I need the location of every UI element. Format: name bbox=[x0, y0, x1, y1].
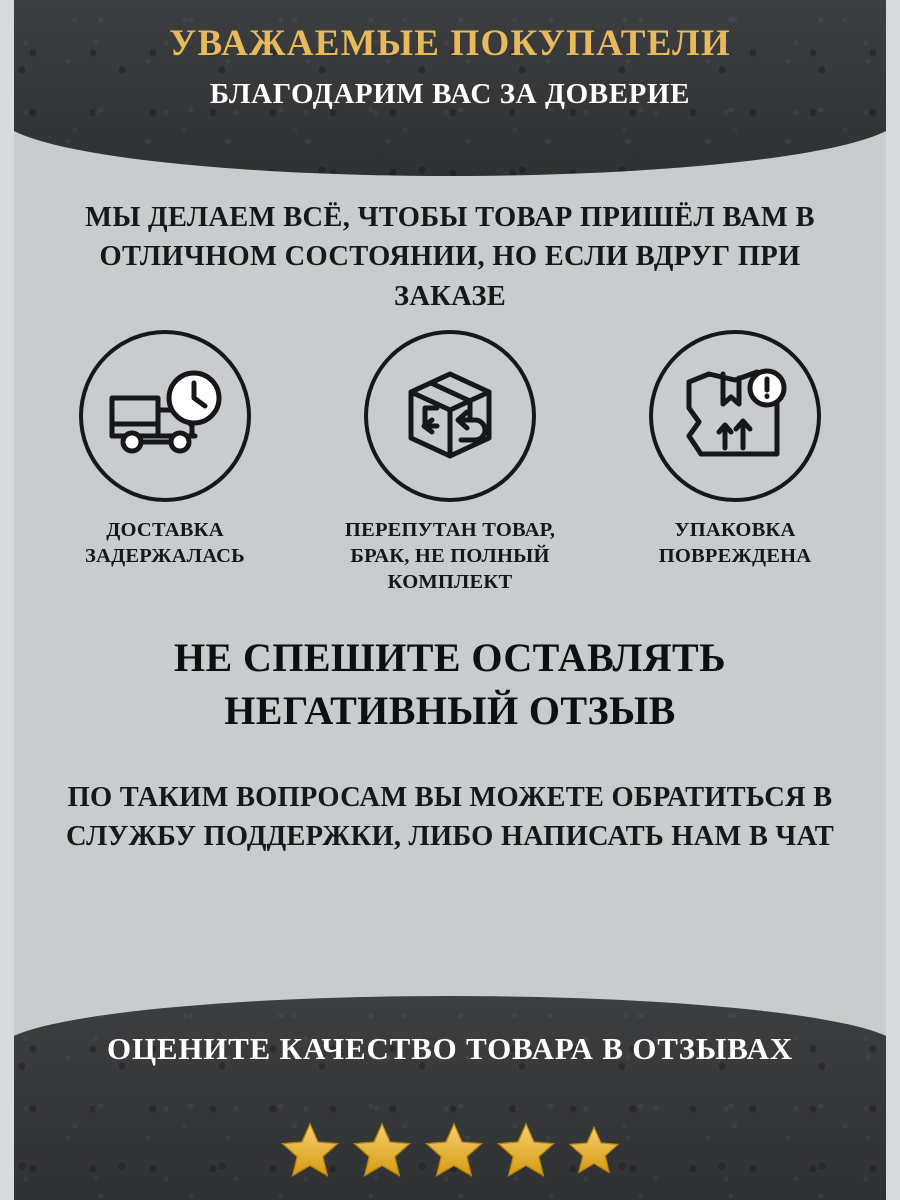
headline-text: НЕ СПЕШИТЕ ОСТАВЛЯТЬ НЕГАТИВНЫЙ ОТЗЫВ bbox=[174, 635, 726, 733]
star-icon bbox=[493, 1118, 559, 1182]
rating-stars bbox=[0, 1118, 900, 1182]
issue-label: УПАКОВКА ПОВРЕЖДЕНА bbox=[658, 519, 812, 567]
star-icon bbox=[421, 1118, 487, 1182]
icon-circle bbox=[364, 330, 536, 502]
star-icon bbox=[565, 1122, 623, 1178]
intro-text: МЫ ДЕЛАЕМ ВСЁ, ЧТОБЫ ТОВАР ПРИШЁЛ ВАМ В ОТЛИЧНОМ СОСТОЯНИИ, НО ЕСЛИ ВДРУГ ПРИ ЗАКАЗЕ bbox=[85, 202, 815, 312]
delivery-truck-clock-icon bbox=[106, 368, 224, 464]
banner-title: УВАЖАЕМЫЕ ПОКУПАТЕЛИ bbox=[169, 23, 731, 64]
issue-label: ДОСТАВКА ЗАДЕРЖАЛАСЬ bbox=[85, 519, 245, 567]
icon-circle bbox=[79, 330, 251, 502]
star-icon bbox=[349, 1118, 415, 1182]
right-edge-rail bbox=[886, 0, 900, 1200]
issue-label: ПЕРЕПУТАН ТОВАР, БРАК, НЕ ПОЛНЫЙ КОМПЛЕКТ bbox=[344, 519, 556, 593]
icon-circle bbox=[649, 330, 821, 502]
issue-item-damaged-packaging bbox=[610, 330, 860, 570]
footer-title: ОЦЕНИТЕ КАЧЕСТВО ТОВАРА В ОТЗЫВАХ bbox=[107, 1031, 793, 1066]
left-edge-rail bbox=[0, 0, 14, 1200]
damaged-package-icon bbox=[679, 364, 791, 468]
support-text: ПО ТАКИМ ВОПРОСАМ ВЫ МОЖЕТЕ ОБРАТИТЬСЯ В СЛУЖБУ ПОДДЕРЖКИ, ЛИБО НАПИСАТЬ НАМ В ЧАТ bbox=[66, 782, 834, 853]
star-icon bbox=[277, 1118, 343, 1182]
issues-row bbox=[40, 330, 860, 595]
issue-item-delivery-delayed bbox=[40, 330, 290, 570]
box-return-arrow-icon bbox=[391, 362, 509, 470]
issue-item-wrong-or-defective bbox=[325, 330, 575, 595]
banner-subtitle: БЛАГОДАРИМ ВАС ЗА ДОВЕРИЕ bbox=[209, 78, 691, 110]
